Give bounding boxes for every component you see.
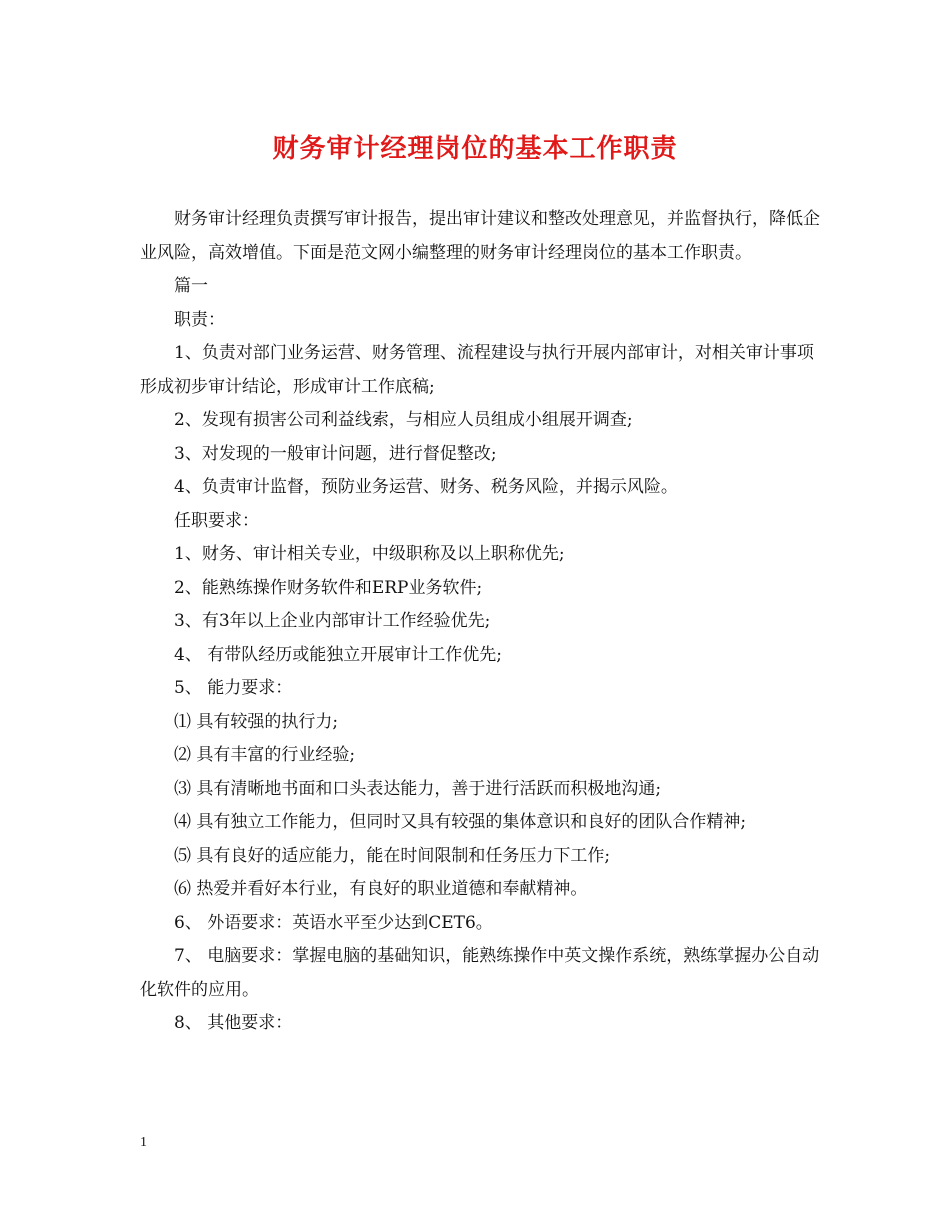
intro-paragraph: 财务审计经理负责撰写审计报告，提出审计建议和整改处理意见，并监督执行，降低企业风险，高效增值。下面是范文网小编整理的财务审计经理岗位的基本工作职责。	[140, 209, 820, 263]
page-number: 1	[140, 1135, 147, 1150]
sub-list-item: ⑵ 具有丰富的行业经验;	[174, 745, 356, 765]
list-item: 6、 外语要求：英语水平至少达到CET6。	[174, 912, 493, 933]
sub-list-item: ⑶ 具有清晰地书面和口头表达能力，善于进行活跃而积极地沟通;	[174, 778, 662, 799]
section-heading: 篇一	[174, 276, 208, 296]
list-item: 2、发现有损害公司利益线索，与相应人员组成小组展开调查;	[174, 410, 633, 430]
list-item: 4、 有带队经历或能独立开展审计工作优先;	[174, 644, 502, 665]
sub-list-item: ⑷ 具有独立工作能力，但同时又具有较强的集体意识和良好的团队合作精神;	[174, 812, 747, 832]
list-item: 3、对发现的一般审计问题，进行督促整改;	[174, 443, 497, 464]
list-item: 1、负责对部门业务运营、财务管理、流程建设与执行开展内部审计，对相关审计事项形成初步审计结论，形成审计工作底稿;	[140, 343, 814, 397]
list-item: 8、 其他要求：	[174, 1013, 293, 1033]
list-item: 3、有3年以上企业内部审计工作经验优先;	[174, 611, 491, 631]
document-body	[140, 203, 820, 1041]
list-item: 2、能熟练操作财务软件和ERP业务软件;	[174, 577, 483, 598]
list-item: 7、 电脑要求：掌握电脑的基础知识，能熟练操作中英文操作系统，熟练掌握办公自动化软件的应用。	[140, 946, 820, 1000]
subheading-requirements: 任职要求：	[174, 510, 259, 531]
sub-list-item: ⑸ 具有良好的适应能力，能在时间限制和任务压力下工作;	[174, 845, 611, 866]
sub-list-item: ⑴ 具有较强的执行力;	[174, 711, 339, 732]
subheading-duties: 职责：	[174, 309, 225, 330]
document-title: 财务审计经理岗位的基本工作职责	[272, 134, 678, 164]
sub-list-item: ⑹ 热爱并看好本行业，有良好的职业道德和奉献精神。	[174, 879, 588, 899]
list-item: 5、 能力要求：	[174, 678, 293, 698]
list-item: 4、负责审计监督，预防业务运营、财务、税务风险，并揭示风险。	[174, 477, 678, 497]
list-item: 1、财务、审计相关专业，中级职称及以上职称优先;	[174, 544, 565, 564]
